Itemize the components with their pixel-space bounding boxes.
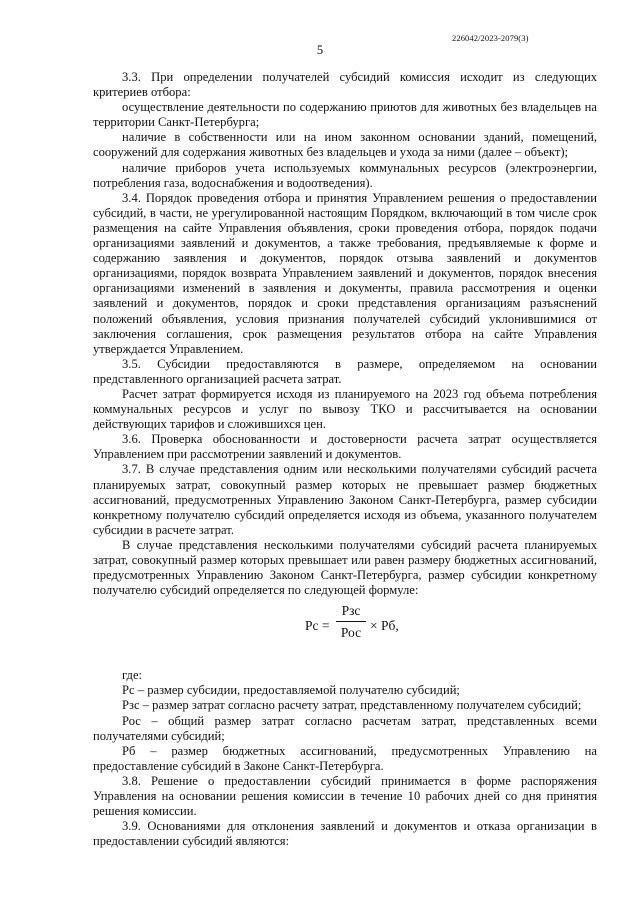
paragraph-3-9: 3.9. Основаниями для отклонения заявлений и документов и отказа организации в предоставлении субсидий являются: <box>93 819 597 849</box>
paragraph-3-3: 3.3. При определении получателей субсидий комиссия исходит из следующих критериев отбора: <box>93 70 597 100</box>
fraction-bar <box>336 621 366 622</box>
criterion-meters: наличие приборов учета используемых коммунальных ресурсов (электроэнергии, потребления газа, водоснабжения и водоотведения). <box>93 160 597 190</box>
definition-ros: Рос – общий размер затрат согласно расчетам затрат, представленных всеми получателями субсидий; <box>93 713 597 743</box>
paragraph-3-7: 3.7. В случае представления одним или несколькими получателями субсидий расчета планируемых затрат, совокупный размер которых не превышает размер бюджетных ассигнований, предусмотренных Управлению Законом Санкт-Петербурга, размер субсидии конкретному получателю субсидий определяется исходя из объема, указанного получателем субсидии в расчете затрат. <box>93 462 597 537</box>
criterion-activity: осуществление деятельности по содержанию приютов для животных без владельцев на территории Санкт-Петербурга; <box>93 100 597 130</box>
definitions-intro: где: <box>122 668 143 683</box>
formula-fraction <box>336 602 366 641</box>
paragraph-3-8: 3.8. Решение о предоставлении субсидий принимается в форме распоряжения Управления на основании решения комиссии в течение 10 рабочих дней со дня принятия решения комиссии. <box>93 773 597 819</box>
formula-rhs: × Рб, <box>370 618 399 634</box>
paragraph-formula-intro: В случае представления несколькими получателями субсидий расчета планируемых затрат, совокупный размер которых превышает или равен размеру бюджетных ассигнований, предусмотренных Управлению Законом Санкт-Петербурга, размер субсидии конкретному получателю субсидий определяется по следующей формуле: <box>93 537 597 598</box>
paragraph-3-4: 3.4. Порядок проведения отбора и принятия Управлением решения о предоставлении субсидий, в части, не урегулированной настоящим Порядком, включающий в том числе срок размещения на сайте Управления объявления, сроки проведения отбора, порядок подачи организациями заявлений и документов, а также требования, предъявляемые к форме и содержанию заявления и документов, порядок отзыва заявлений и документов организациями, порядок возврата Управлением заявлений и документов, порядок внесения организациями изменений в заявления и документы, правила рассмотрения и оценки заявлений и документов, порядок и сроки представления организациям разъяснений положений объявления, условия признания получателей субсидий уклонившимися от заключения соглашения, срок размещения результатов отбора на сайте Управления утверждается Управлением. <box>93 190 597 356</box>
document-body <box>93 70 597 849</box>
formula-denominator: Рос <box>340 625 362 641</box>
page-number: 5 <box>316 43 324 57</box>
definition-rzs: Рзс – размер затрат согласно расчету затрат, представленному получателем субсидий; <box>122 698 582 713</box>
paragraph-3-5: 3.5. Субсидии предоставляются в размере, определяемом на основании представленного организацией расчета затрат. <box>93 356 597 386</box>
paragraph-3-6: 3.6. Проверка обоснованности и достоверности расчета затрат осуществляется Управлением при рассмотрении заявлений и документов. <box>93 432 597 462</box>
document-number: 226042/2023-2079(3) <box>452 33 529 43</box>
subsidy-formula <box>93 598 597 668</box>
definition-rs: Рс – размер субсидии, предоставляемой получателю субсидий; <box>122 683 460 698</box>
formula-numerator: Рзс <box>341 603 361 619</box>
paragraph-cost-calculation: Расчет затрат формируется исходя из планируемого на 2023 год объема потребления коммунальных ресурсов и услуг по вывозу ТКО и рассчитывается на основании действующих тарифов и сложившихся цен. <box>93 386 597 432</box>
definition-rb: Рб – размер бюджетных ассигнований, предусмотренных Управлению на предоставление субсидий в Законе Санкт-Петербурга. <box>93 743 597 773</box>
formula-lhs: Рс = <box>305 618 330 634</box>
criterion-premises: наличие в собственности или на ином законном основании зданий, помещений, сооружений для содержания животных без владельцев и ухода за ними (далее – объект); <box>93 130 597 160</box>
